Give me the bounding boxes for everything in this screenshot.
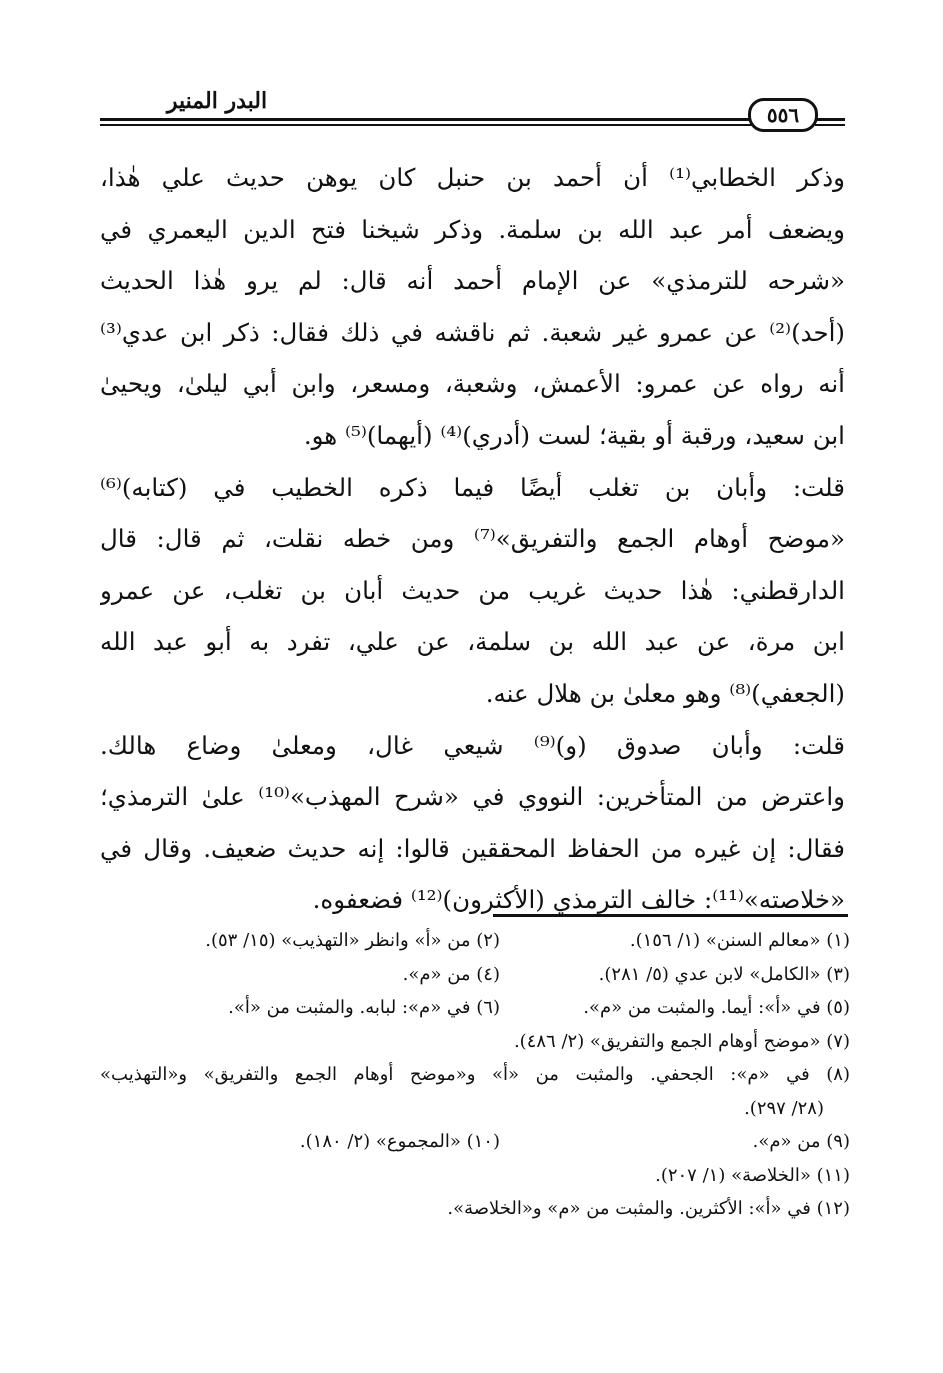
running-header-title: البدر المنير <box>166 88 268 114</box>
text-line: (الجعفي)⁽⁸⁾ وهو معلىٰ بن هلال عنه. <box>485 678 845 708</box>
footnote-row <box>100 1025 850 1059</box>
header-rule-right-bottom <box>815 124 845 126</box>
text-line: فقال: إن غيره من الحفاظ المحققين قالوا: إنه حديث ضعيف. وقال في <box>100 833 845 863</box>
text-line: قلت: وأبان صدوق (و)⁽⁹⁾ شيعي غال، ومعلىٰ وضاع هالك. <box>100 730 845 760</box>
text-line: ويضعف أمر عبد الله بن سلمة. وذكر شيخنا فتح الدين اليعمري في <box>100 214 845 244</box>
footnote-row <box>100 924 850 958</box>
footnote-row <box>100 991 850 1025</box>
footnote-row <box>100 958 850 992</box>
footnote-8: (٨) في «م»: الجحفي. والمثبت من «أ» و«موضح أوهام الجمع والتفريق» و«التهذيب» <box>100 1064 850 1085</box>
text-line: واعترض من المتأخرين: النووي في «شرح المهذب»⁽¹⁰⁾ علىٰ الترمذي؛ <box>100 782 845 812</box>
main-text <box>100 152 845 926</box>
text-line: (أحد)⁽²⁾ عن عمرو غير شعبة. ثم ناقشه في ذلك فقال: ذكر ابن عدي⁽³⁾ <box>100 317 845 347</box>
footnotes <box>100 924 850 1226</box>
text-line: ابن سعيد، ورقبة أو بقية؛ لست (أدري)⁽⁴⁾ (أيهما)⁽⁵⁾ هو. <box>303 420 845 450</box>
header-rule-top <box>100 118 752 121</box>
footnote-row <box>100 1092 850 1126</box>
footnote-row <box>100 1125 850 1159</box>
footnote-4: (٤) من «م». <box>402 963 500 985</box>
header-rule-right-top <box>815 118 845 121</box>
text-line: وذكر الخطابي⁽¹⁾ أن أحمد بن حنبل كان يوهن حديث علي هٰذا، <box>100 163 845 192</box>
footnote-8-continuation: (٢٨/ ٢٩٧). <box>744 1097 824 1119</box>
text-line: «شرحه للترمذي» عن الإمام أحمد أنه قال: لم يرو هٰذا الحديث <box>100 266 845 296</box>
footnote-12: (١٢) في «أ»: الأكثرين. والمثبت من «م» و«الخلاصة». <box>447 1198 850 1219</box>
footnote-5: (٥) في «أ»: أيما. والمثبت من «م». <box>583 997 850 1018</box>
footnote-row <box>100 1192 850 1226</box>
text-line: قلت: وأبان بن تغلب أيضًا فيما ذكره الخطيب في (كتابه)⁽⁶⁾ <box>100 472 845 502</box>
page-number-badge: ٥٥٦ <box>748 98 818 132</box>
footnote-row <box>100 1058 850 1092</box>
footnote-6: (٦) في «م»: لبابه. والمثبت من «أ». <box>228 997 500 1018</box>
text-line: «خلاصته»⁽¹¹⁾: خالف الترمذي (الأكثرون)⁽¹²⁾ فضعفوه. <box>312 885 845 915</box>
footnote-11: (١١) «الخلاصة» (١/ ٢٠٧). <box>655 1164 850 1186</box>
text-line: ابن مرة، عن عبد الله بن سلمة، عن علي، تفرد به أبو عبد الله <box>100 627 845 657</box>
text-line: الدارقطني: هٰذا حديث غريب من حديث أبان بن تغلب، عن عمرو <box>100 575 845 605</box>
footnote-row <box>100 1159 850 1193</box>
footnote-3: (٣) «الكامل» لابن عدي (٥/ ٢٨١). <box>598 963 850 985</box>
text-line: أنه رواه عن عمرو: الأعمش، وشعبة، ومسعر، وابن أبي ليلىٰ، ويحيىٰ <box>100 369 845 399</box>
footnote-10: (١٠) «المجموع» (٢/ ١٨٠). <box>299 1131 500 1152</box>
footnote-separator <box>493 914 848 917</box>
footnote-7: (٧) «موضح أوهام الجمع والتفريق» (٢/ ٤٨٦). <box>513 1030 850 1052</box>
footnote-2: (٢) من «أ» وانظر «التهذيب» (١٥/ ٥٣). <box>205 930 500 951</box>
footnote-1: (١) «معالم السنن» (١/ ١٥٦). <box>629 930 850 951</box>
footnote-9: (٩) من «م». <box>752 1131 850 1152</box>
text-line: «موضح أوهام الجمع والتفريق»⁽⁷⁾ ومن خطه نقلت، ثم قال: قال <box>100 524 845 554</box>
header-rule-bottom <box>100 124 752 126</box>
